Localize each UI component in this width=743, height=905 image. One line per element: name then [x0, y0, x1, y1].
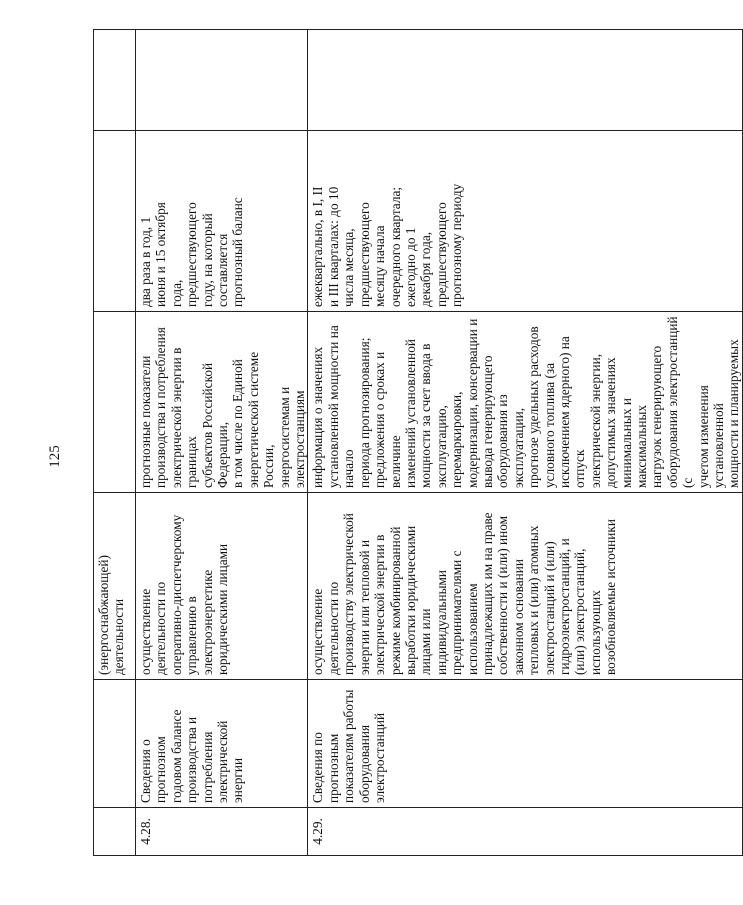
row-number-cell: 4.28. — [136, 808, 308, 856]
period-cell: два раза в год, 1 июня и 15 октября года, предшествующего году, на который составляется прогнозный баланс — [136, 131, 308, 312]
info-name-cell: Сведения о прогнозном годовом балансе производства и потребления электрической энергии — [136, 680, 308, 808]
subject-cell: (энергоснабжающей) деятельности — [94, 493, 136, 680]
subject-cell: осуществление деятельности по производству электрической энергии или тепловой и электрической энергии в режиме комбинированной выработки юридическими лицами или индивидуальными предпринимателями с использованием принадлежащих им на праве собственности и (или) ином законном основании тепловых и (или) атомных электростанций и (или) гидроэлектростанций, и (или) электростанций, использующих возобновляемые источники — [308, 493, 742, 680]
rotated-table-container — [93, 30, 742, 856]
period-cell — [94, 131, 136, 312]
content-cell: информация о значениях установленной мощности на начало периода прогнозирования; предложения о сроках и величине изменений установленной мощности за счет ввода в эксплуатацию, перемаркировки, модернизации, консервации и вывода генерирующего оборудования из эксплуатации, прогнозе удельных расходов условного топлива (за исключением ядерного) на отпуск электрической энергии, допустимых значениях минимальных и максимальных нагрузок генерирующего оборудования электростанций (с учетом изменения установленной мощности и планируемых — [308, 312, 742, 493]
period-cell: ежеквартально, в I, II и III кварталах: до 10 числа месяца, предшествующего месяцу начала очередного квартала; ежегодно до 1 декабря года, предшествующего прогнозному периоду — [308, 131, 742, 312]
table-row — [94, 30, 136, 856]
content-cell: прогнозные показатели производства и потребления электрической энергии в границах субъектов Российской Федерации, в том числе по Единой энергетической системе России, энергосистемам и электростанциям — [136, 312, 308, 493]
empty-cell — [308, 30, 742, 131]
info-name-cell: Сведения по прогнозным показателям работы оборудования электростанций — [308, 680, 742, 808]
table-row — [308, 30, 742, 856]
row-number-cell: 4.29. — [308, 808, 742, 856]
page-number: 125 — [46, 445, 63, 468]
info-name-cell — [94, 680, 136, 808]
table-row — [136, 30, 308, 856]
content-cell — [94, 312, 136, 493]
subject-cell: осуществление деятельности по оперативно-диспетчерскому управлению в электроэнергетике юридическими лицами — [136, 493, 308, 680]
data-table — [93, 29, 743, 856]
empty-cell — [94, 30, 136, 131]
row-number-cell — [94, 808, 136, 856]
empty-cell — [136, 30, 308, 131]
